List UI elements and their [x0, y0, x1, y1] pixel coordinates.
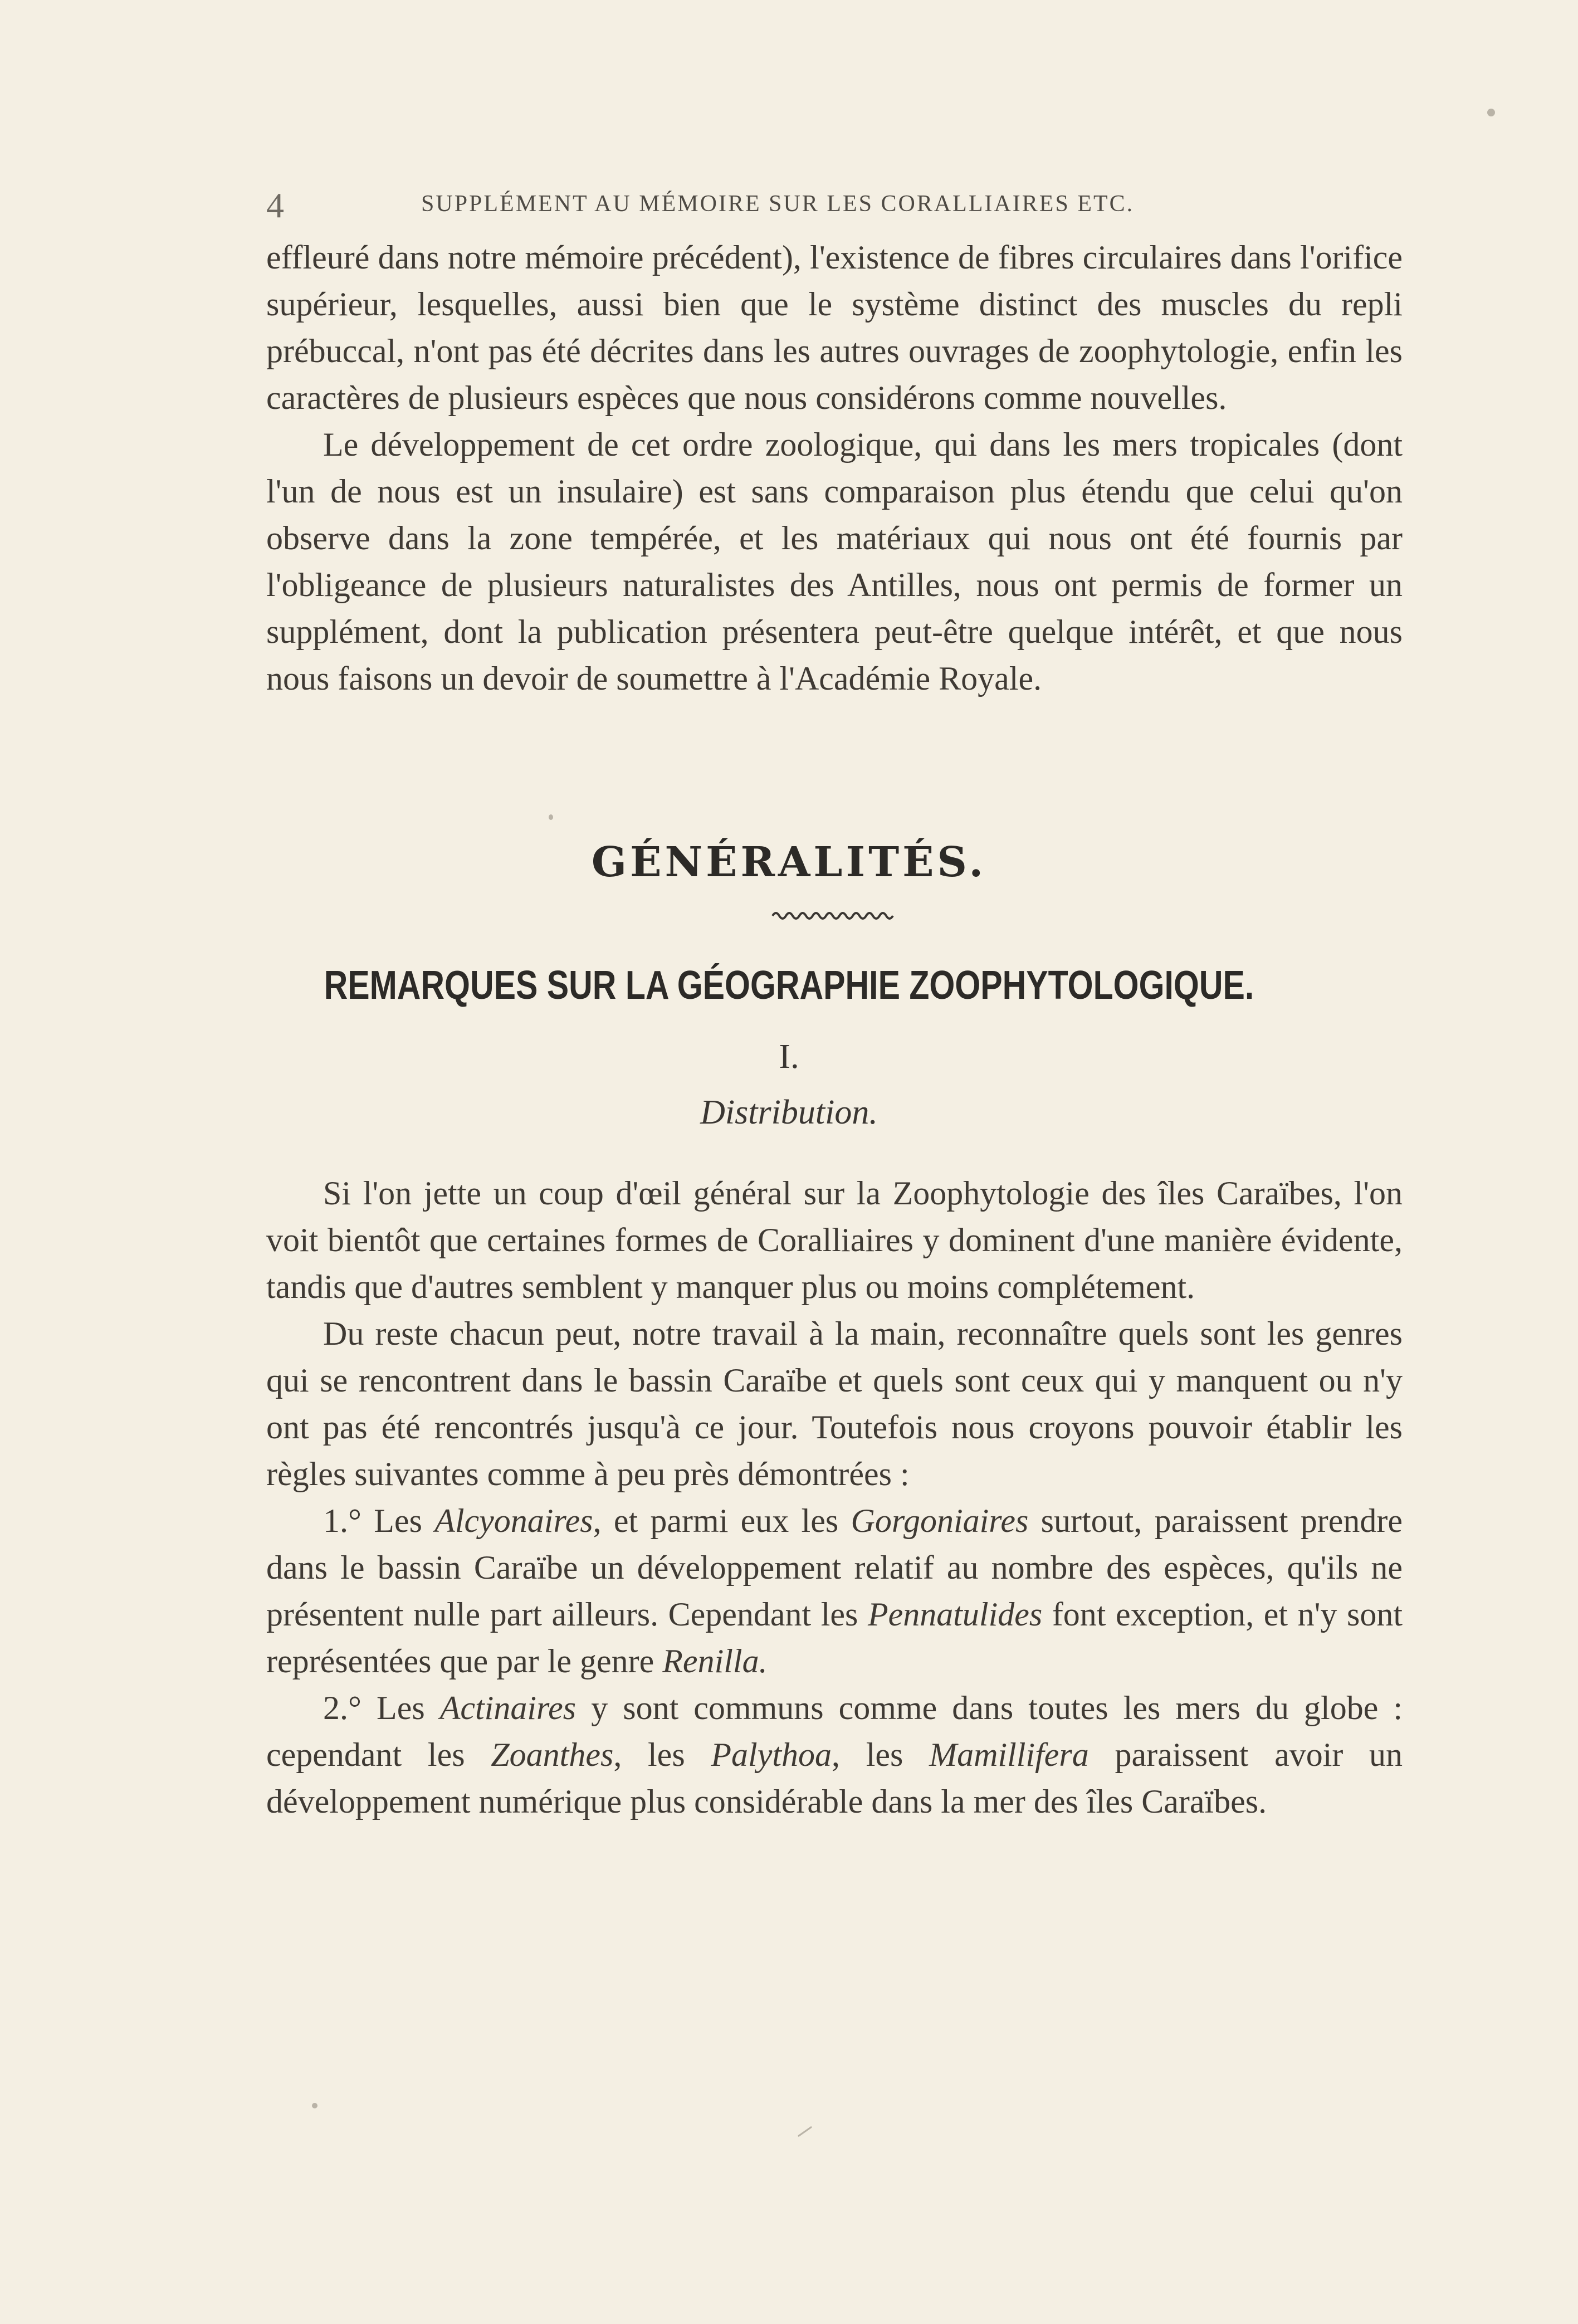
paper-speck	[1487, 109, 1495, 116]
wavy-ornament	[771, 902, 894, 925]
paper-speck	[798, 2126, 812, 2137]
paragraph-development: Le développement de cet ordre zoologique, qui dans les mers tropicales (dont l'un de nous est un insulaire) est sans comparaison plus étendu que celui qu'on observe dans la zone tempérée, et les matériaux qui nous ont été fournis par l'obligeance de plusieurs naturalistes des Antilles, nous ont permis de former un supplément, dont la publication présentera peut-être quelque intérêt, et que nous nous faisons un devoir de soumettre à l'Académie Royale.	[266, 426, 1403, 697]
item-text: , les	[613, 1736, 685, 1773]
paper-speck	[549, 814, 553, 820]
genus-name: Mamillifera	[929, 1736, 1089, 1773]
genus-name: Zoanthes	[491, 1736, 614, 1773]
distribution-text	[266, 1170, 1403, 1825]
item-text: surtout, paraissent prendre dans le bassin Caraïbe un développement relatif au nombre des espèces, qu'ils ne présentent nulle part ailleurs. Cependant les	[266, 1502, 1403, 1633]
paragraph-continuation: effleuré dans notre mémoire précédent), l'existence de fibres circulaires dans l'orifice supérieur, lesquelles, aussi bien que le système distinct des muscles du repli prébuccal, n'ont pas été décrites dans les autres ouvrages de zoophytologie, enfin les caractères de plusieurs espèces que nous considérons comme nouvelles.	[266, 239, 1403, 416]
item-text: font exception, et n'y sont représentées que par le genre	[266, 1596, 1403, 1679]
intro-text	[266, 234, 1403, 702]
roman-numeral: I.	[779, 1038, 799, 1076]
running-title: SUPPLÉMENT AU MÉMOIRE SUR LES CORALLIAIRES ETC.	[421, 191, 1135, 217]
list-item-actinaires	[266, 1685, 1403, 1825]
item-number: 1.°	[323, 1502, 361, 1539]
subsection-title: REMARQUES SUR LA GÉOGRAPHIE ZOOPHYTOLOGIQUE.	[324, 963, 1254, 1008]
paper-speck	[312, 2103, 317, 2108]
item-number: 2.°	[323, 1690, 361, 1726]
item-text: Les	[374, 1502, 422, 1539]
item-text: , et parmi eux les	[593, 1502, 839, 1539]
genus-name: Palythoa	[711, 1736, 832, 1773]
item-text: y sont communs comme dans toutes les mers du globe : cependant les	[266, 1690, 1403, 1773]
genus-name: Gorgoniaires	[851, 1502, 1029, 1539]
genus-name: Alcyonaires	[434, 1502, 593, 1539]
list-item-alcyonaires	[266, 1497, 1403, 1685]
genus-name: Actinaires	[439, 1690, 577, 1726]
page-number: 4	[266, 185, 284, 225]
item-text: Les	[377, 1690, 425, 1726]
item-text: , les	[832, 1736, 903, 1773]
distribution-heading: Distribution.	[700, 1093, 878, 1131]
section-title: GÉNÉRALITÉS.	[591, 838, 987, 886]
page-header	[266, 185, 1242, 224]
genus-name: Pennatulides	[867, 1596, 1043, 1633]
paragraph-reste: Du reste chacun peut, notre travail à la main, reconnaître quels sont les genres qui se rencontrent dans le bassin Caraïbe et quels sont ceux qui y manquent ou n'y ont pas été rencontrés jusqu'à ce jour. Toutefois nous croyons pouvoir établir les règles suivantes comme à peu près démontrées :	[266, 1315, 1403, 1492]
genus-name: Renilla.	[662, 1643, 768, 1679]
paragraph-zoophytologie: Si l'on jette un coup d'œil général sur la Zoophytologie des îles Caraïbes, l'on voit bientôt que certaines formes de Coralliaires y dominent d'une manière évidente, tandis que d'autres semblent y manquer plus ou moins complétement.	[266, 1175, 1403, 1305]
item-text: paraissent avoir un développement numérique plus considérable dans la mer des îles Caraïbes.	[266, 1736, 1403, 1820]
